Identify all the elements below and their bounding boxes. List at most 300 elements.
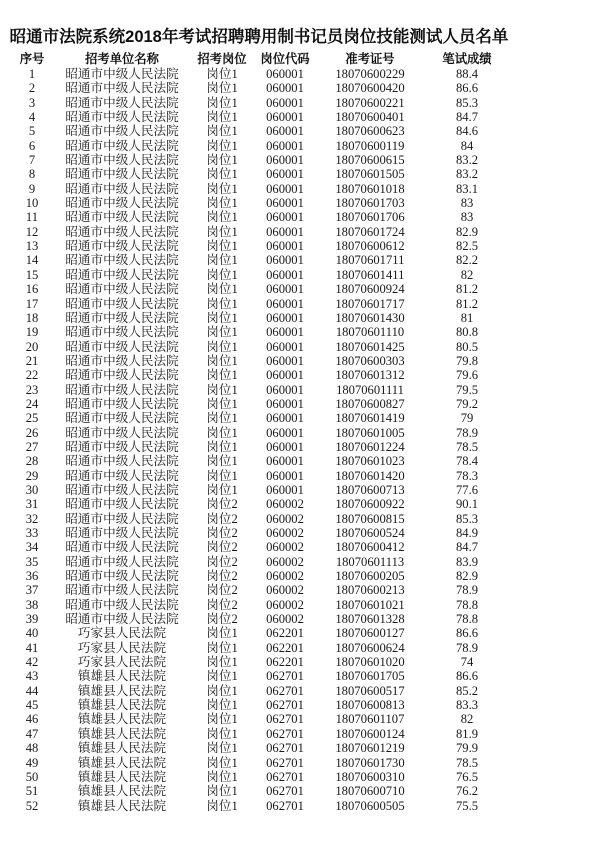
table-row <box>8 426 508 440</box>
table-row <box>8 96 508 110</box>
serial-number: 50 <box>25 769 39 784</box>
position: 岗位1 <box>206 798 238 813</box>
table-row <box>8 239 508 253</box>
position-code: 060002 <box>266 583 304 598</box>
position: 岗位2 <box>206 569 238 584</box>
written-score: 80.8 <box>455 325 479 340</box>
position: 岗位1 <box>206 296 238 311</box>
position-code: 060001 <box>266 267 304 282</box>
position-code: 060001 <box>266 296 304 311</box>
written-score: 79.5 <box>455 382 479 397</box>
table-row <box>8 124 508 138</box>
position-code: 060001 <box>266 110 304 125</box>
table-row <box>8 756 508 770</box>
ticket-number: 18070600713 <box>335 482 405 497</box>
unit-name: 镇雄县人民法院 <box>77 698 167 713</box>
position-code: 060001 <box>266 468 304 483</box>
written-score: 81.2 <box>455 282 479 297</box>
ticket-number: 18070600205 <box>335 569 405 584</box>
written-score: 85.3 <box>455 95 479 110</box>
unit-name: 巧家县人民法院 <box>77 626 167 641</box>
serial-number: 11 <box>25 210 39 225</box>
unit-name: 昭通市中级人民法院 <box>65 569 179 584</box>
position: 岗位1 <box>206 67 238 82</box>
position: 岗位1 <box>206 626 238 641</box>
serial-number: 23 <box>25 382 39 397</box>
table-row <box>8 67 508 81</box>
serial-number: 6 <box>28 138 36 153</box>
table-row <box>8 210 508 224</box>
position: 岗位2 <box>206 526 238 541</box>
position-code: 060001 <box>266 396 304 411</box>
serial-number: 49 <box>25 755 39 770</box>
ticket-number: 18070601021 <box>335 597 405 612</box>
table-row <box>8 469 508 483</box>
ticket-number: 18070601724 <box>335 224 405 239</box>
unit-name: 镇雄县人民法院 <box>77 669 167 684</box>
serial-number: 37 <box>25 583 39 598</box>
position: 岗位1 <box>206 138 238 153</box>
ticket-number: 18070600310 <box>335 769 405 784</box>
position: 岗位2 <box>206 540 238 555</box>
ticket-number: 18070600303 <box>335 353 405 368</box>
position-code: 060002 <box>266 597 304 612</box>
table-row <box>8 397 508 411</box>
position: 岗位1 <box>206 325 238 340</box>
ticket-number: 18070601005 <box>335 425 405 440</box>
position-code: 060001 <box>266 167 304 182</box>
written-score: 83.3 <box>455 698 479 713</box>
position-code: 060001 <box>266 239 304 254</box>
position: 岗位1 <box>206 468 238 483</box>
position-code: 060001 <box>266 411 304 426</box>
serial-number: 35 <box>25 554 39 569</box>
ticket-number: 18070600924 <box>335 282 405 297</box>
ticket-number: 18070601411 <box>335 267 405 282</box>
serial-number: 38 <box>25 597 39 612</box>
ticket-number: 18070600412 <box>335 540 405 555</box>
page-title: 昭通市法院系统2018年考试招聘聘用制书记员岗位技能测试人员名单 <box>9 28 509 46</box>
position-code: 060002 <box>266 540 304 555</box>
table-row <box>8 225 508 239</box>
position: 岗位1 <box>206 784 238 799</box>
position-code: 062701 <box>266 755 304 770</box>
written-score: 83.2 <box>455 167 479 182</box>
table-row <box>8 268 508 282</box>
position-code: 062701 <box>266 683 304 698</box>
unit-name: 巧家县人民法院 <box>77 640 167 655</box>
position: 岗位1 <box>206 253 238 268</box>
serial-number: 13 <box>25 239 39 254</box>
position: 岗位1 <box>206 95 238 110</box>
written-score: 79.8 <box>455 353 479 368</box>
position: 岗位1 <box>206 382 238 397</box>
position: 岗位2 <box>206 554 238 569</box>
written-score: 78.9 <box>455 583 479 598</box>
table-row <box>8 81 508 95</box>
position: 岗位1 <box>206 655 238 670</box>
column-header-unit-name: 招考单位名称 <box>85 52 159 66</box>
unit-name: 镇雄县人民法院 <box>77 798 167 813</box>
position-code: 060001 <box>266 253 304 268</box>
table-row <box>8 182 508 196</box>
table-row <box>8 555 508 569</box>
position-code: 060002 <box>266 612 304 627</box>
position-code: 062201 <box>266 655 304 670</box>
unit-name: 昭通市中级人民法院 <box>65 67 179 82</box>
ticket-number: 18070601420 <box>335 468 405 483</box>
table-row <box>8 598 508 612</box>
serial-number: 18 <box>25 310 39 325</box>
unit-name: 巧家县人民法院 <box>77 655 167 670</box>
position-code: 062201 <box>266 626 304 641</box>
table-row <box>8 583 508 597</box>
position-code: 062701 <box>266 712 304 727</box>
unit-name: 昭通市中级人民法院 <box>65 253 179 268</box>
position-code: 060001 <box>266 196 304 211</box>
position: 岗位1 <box>206 482 238 497</box>
position-code: 060001 <box>266 425 304 440</box>
table-row <box>8 139 508 153</box>
unit-name: 镇雄县人民法院 <box>77 769 167 784</box>
position: 岗位1 <box>206 224 238 239</box>
unit-name: 昭通市中级人民法院 <box>65 196 179 211</box>
table-row <box>8 411 508 425</box>
position: 岗位1 <box>206 368 238 383</box>
table-row <box>8 712 508 726</box>
table-row <box>8 641 508 655</box>
serial-number: 47 <box>25 726 39 741</box>
ticket-number: 18070600127 <box>335 626 405 641</box>
position-code: 060001 <box>266 95 304 110</box>
ticket-number: 18070600517 <box>335 683 405 698</box>
position: 岗位1 <box>206 282 238 297</box>
ticket-number: 18070600612 <box>335 239 405 254</box>
ticket-number: 18070600119 <box>335 138 405 153</box>
unit-name: 昭通市中级人民法院 <box>65 482 179 497</box>
unit-name: 昭通市中级人民法院 <box>65 325 179 340</box>
position: 岗位1 <box>206 712 238 727</box>
position-code: 060002 <box>266 554 304 569</box>
position-code: 062701 <box>266 741 304 756</box>
unit-name: 昭通市中级人民法院 <box>65 138 179 153</box>
ticket-number: 18070600624 <box>335 640 405 655</box>
position-code: 062201 <box>266 640 304 655</box>
unit-name: 昭通市中级人民法院 <box>65 583 179 598</box>
position-code: 060001 <box>266 382 304 397</box>
serial-number: 14 <box>25 253 39 268</box>
position-code: 060001 <box>266 224 304 239</box>
unit-name: 昭通市中级人民法院 <box>65 526 179 541</box>
written-score: 79 <box>460 411 474 426</box>
serial-number: 32 <box>25 511 39 526</box>
unit-name: 昭通市中级人民法院 <box>65 396 179 411</box>
unit-name: 镇雄县人民法院 <box>77 712 167 727</box>
unit-name: 昭通市中级人民法院 <box>65 210 179 225</box>
unit-name: 镇雄县人民法院 <box>77 784 167 799</box>
unit-name: 昭通市中级人民法院 <box>65 554 179 569</box>
serial-number: 21 <box>25 353 39 368</box>
position: 岗位1 <box>206 439 238 454</box>
unit-name: 昭通市中级人民法院 <box>65 497 179 512</box>
table-row <box>8 684 508 698</box>
table-row <box>8 368 508 382</box>
written-score: 78.3 <box>455 468 479 483</box>
table-row <box>8 167 508 181</box>
ticket-number: 18070601711 <box>335 253 405 268</box>
ticket-number: 18070601505 <box>335 167 405 182</box>
ticket-number: 18070601224 <box>335 439 405 454</box>
position: 岗位1 <box>206 755 238 770</box>
serial-number: 17 <box>25 296 39 311</box>
unit-name: 昭通市中级人民法院 <box>65 382 179 397</box>
position-code: 060001 <box>266 310 304 325</box>
unit-name: 昭通市中级人民法院 <box>65 124 179 139</box>
serial-number: 3 <box>28 95 36 110</box>
written-score: 84.6 <box>455 124 479 139</box>
written-score: 78.9 <box>455 425 479 440</box>
serial-number: 9 <box>28 181 36 196</box>
written-score: 79.6 <box>455 368 479 383</box>
table-row <box>8 110 508 124</box>
position: 岗位1 <box>206 698 238 713</box>
table-row <box>8 153 508 167</box>
serial-number: 51 <box>25 784 39 799</box>
written-score: 86.6 <box>455 81 479 96</box>
serial-number: 26 <box>25 425 39 440</box>
ticket-number: 18070601425 <box>335 339 405 354</box>
position: 岗位1 <box>206 425 238 440</box>
written-score: 81.9 <box>455 726 479 741</box>
ticket-number: 18070601020 <box>335 655 405 670</box>
unit-name: 昭通市中级人民法院 <box>65 181 179 196</box>
table-row <box>8 569 508 583</box>
unit-name: 昭通市中级人民法院 <box>65 597 179 612</box>
position: 岗位1 <box>206 669 238 684</box>
position-code: 060001 <box>266 138 304 153</box>
position-code: 060002 <box>266 497 304 512</box>
ticket-number: 18070600922 <box>335 497 405 512</box>
serial-number: 20 <box>25 339 39 354</box>
ticket-number: 18070600124 <box>335 726 405 741</box>
table-row <box>8 325 508 339</box>
position: 岗位1 <box>206 167 238 182</box>
serial-number: 30 <box>25 482 39 497</box>
written-score: 78.8 <box>455 597 479 612</box>
written-score: 82.9 <box>455 224 479 239</box>
written-score: 82.9 <box>455 569 479 584</box>
serial-number: 19 <box>25 325 39 340</box>
written-score: 84.7 <box>455 540 479 555</box>
serial-number: 1 <box>28 67 36 82</box>
position-code: 062701 <box>266 726 304 741</box>
ticket-number: 18070601419 <box>335 411 405 426</box>
table-body <box>8 67 508 813</box>
position: 岗位1 <box>206 353 238 368</box>
unit-name: 昭通市中级人民法院 <box>65 411 179 426</box>
written-score: 78.4 <box>455 454 479 469</box>
serial-number: 10 <box>25 196 39 211</box>
ticket-number: 18070600615 <box>335 153 405 168</box>
position: 岗位1 <box>206 396 238 411</box>
ticket-number: 18070601328 <box>335 612 405 627</box>
serial-number: 43 <box>25 669 39 684</box>
written-score: 82.5 <box>455 239 479 254</box>
table-row <box>8 483 508 497</box>
table-row <box>8 655 508 669</box>
position-code: 060001 <box>266 181 304 196</box>
written-score: 80.5 <box>455 339 479 354</box>
table-row <box>8 669 508 683</box>
position-code: 060001 <box>266 81 304 96</box>
written-score: 78.5 <box>455 755 479 770</box>
table-row <box>8 741 508 755</box>
table-row <box>8 799 508 813</box>
table-row <box>8 497 508 511</box>
unit-name: 镇雄县人民法院 <box>77 726 167 741</box>
position: 岗位1 <box>206 153 238 168</box>
serial-number: 28 <box>25 454 39 469</box>
position: 岗位1 <box>206 110 238 125</box>
ticket-number: 18070601018 <box>335 181 405 196</box>
serial-number: 24 <box>25 396 39 411</box>
ticket-number: 18070600213 <box>335 583 405 598</box>
ticket-number: 18070601312 <box>335 368 405 383</box>
serial-number: 46 <box>25 712 39 727</box>
table-row <box>8 784 508 798</box>
position-code: 060001 <box>266 67 304 82</box>
position-code: 062701 <box>266 784 304 799</box>
position-code: 060001 <box>266 210 304 225</box>
unit-name: 昭通市中级人民法院 <box>65 353 179 368</box>
position-code: 062701 <box>266 769 304 784</box>
ticket-number: 18070601111 <box>336 382 404 397</box>
unit-name: 昭通市中级人民法院 <box>65 267 179 282</box>
written-score: 83 <box>460 210 474 225</box>
written-score: 85.2 <box>455 683 479 698</box>
serial-number: 39 <box>25 612 39 627</box>
table-row <box>8 727 508 741</box>
position: 岗位1 <box>206 310 238 325</box>
serial-number: 4 <box>28 110 36 125</box>
position: 岗位2 <box>206 612 238 627</box>
table-row <box>8 340 508 354</box>
unit-name: 昭通市中级人民法院 <box>65 540 179 555</box>
unit-name: 昭通市中级人民法院 <box>65 310 179 325</box>
written-score: 75.5 <box>455 798 479 813</box>
ticket-number: 18070601107 <box>335 712 405 727</box>
serial-number: 31 <box>25 497 39 512</box>
written-score: 76.5 <box>455 769 479 784</box>
position-code: 060002 <box>266 511 304 526</box>
ticket-number: 18070600813 <box>335 698 405 713</box>
position: 岗位1 <box>206 239 238 254</box>
written-score: 78.5 <box>455 439 479 454</box>
table-row <box>8 526 508 540</box>
position: 岗位1 <box>206 741 238 756</box>
ticket-number: 18070600401 <box>335 110 405 125</box>
position-code: 060001 <box>266 124 304 139</box>
written-score: 86.6 <box>455 669 479 684</box>
column-header-position: 招考岗位 <box>197 52 247 66</box>
serial-number: 45 <box>25 698 39 713</box>
serial-number: 8 <box>28 167 36 182</box>
serial-number: 2 <box>28 81 36 96</box>
written-score: 79.2 <box>455 396 479 411</box>
unit-name: 镇雄县人民法院 <box>77 755 167 770</box>
written-score: 82 <box>460 712 474 727</box>
serial-number: 42 <box>25 655 39 670</box>
unit-name: 昭通市中级人民法院 <box>65 612 179 627</box>
position-code: 060002 <box>266 569 304 584</box>
position-code: 060001 <box>266 368 304 383</box>
ticket-number: 18070600505 <box>335 798 405 813</box>
position: 岗位1 <box>206 411 238 426</box>
table-row <box>8 454 508 468</box>
ticket-number: 18070601430 <box>335 310 405 325</box>
table-row <box>8 297 508 311</box>
table-row <box>8 698 508 712</box>
serial-number: 27 <box>25 439 39 454</box>
ticket-number: 18070601023 <box>335 454 405 469</box>
written-score: 84.7 <box>455 110 479 125</box>
position: 岗位1 <box>206 210 238 225</box>
ticket-number: 18070601113 <box>335 554 405 569</box>
serial-number: 16 <box>25 282 39 297</box>
unit-name: 昭通市中级人民法院 <box>65 239 179 254</box>
ticket-number: 18070600827 <box>335 396 405 411</box>
ticket-number: 18070600229 <box>335 67 405 82</box>
serial-number: 7 <box>28 153 36 168</box>
serial-number: 25 <box>25 411 39 426</box>
written-score: 88.4 <box>455 67 479 82</box>
unit-name: 昭通市中级人民法院 <box>65 511 179 526</box>
written-score: 79.9 <box>455 741 479 756</box>
table-row <box>8 196 508 210</box>
position: 岗位1 <box>206 267 238 282</box>
serial-number: 40 <box>25 626 39 641</box>
written-score: 81 <box>460 310 474 325</box>
table-head <box>8 49 508 67</box>
unit-name: 昭通市中级人民法院 <box>65 282 179 297</box>
serial-number: 44 <box>25 683 39 698</box>
unit-name: 昭通市中级人民法院 <box>65 454 179 469</box>
written-score: 84 <box>460 138 474 153</box>
written-score: 81.2 <box>455 296 479 311</box>
unit-name: 昭通市中级人民法院 <box>65 95 179 110</box>
ticket-number: 18070600710 <box>335 784 405 799</box>
serial-number: 33 <box>25 526 39 541</box>
serial-number: 12 <box>25 224 39 239</box>
position-code: 060001 <box>266 282 304 297</box>
position: 岗位1 <box>206 454 238 469</box>
written-score: 83.1 <box>455 181 479 196</box>
position: 岗位1 <box>206 640 238 655</box>
unit-name: 昭通市中级人民法院 <box>65 296 179 311</box>
table-row <box>8 612 508 626</box>
position: 岗位2 <box>206 597 238 612</box>
table-row <box>8 311 508 325</box>
unit-name: 昭通市中级人民法院 <box>65 153 179 168</box>
ticket-number: 18070601110 <box>335 325 405 340</box>
column-header-serial-number: 序号 <box>19 52 45 66</box>
written-score: 78.8 <box>455 612 479 627</box>
ticket-number: 18070600815 <box>335 511 405 526</box>
position: 岗位2 <box>206 511 238 526</box>
position-code: 060001 <box>266 153 304 168</box>
unit-name: 昭通市中级人民法院 <box>65 81 179 96</box>
unit-name: 昭通市中级人民法院 <box>65 425 179 440</box>
